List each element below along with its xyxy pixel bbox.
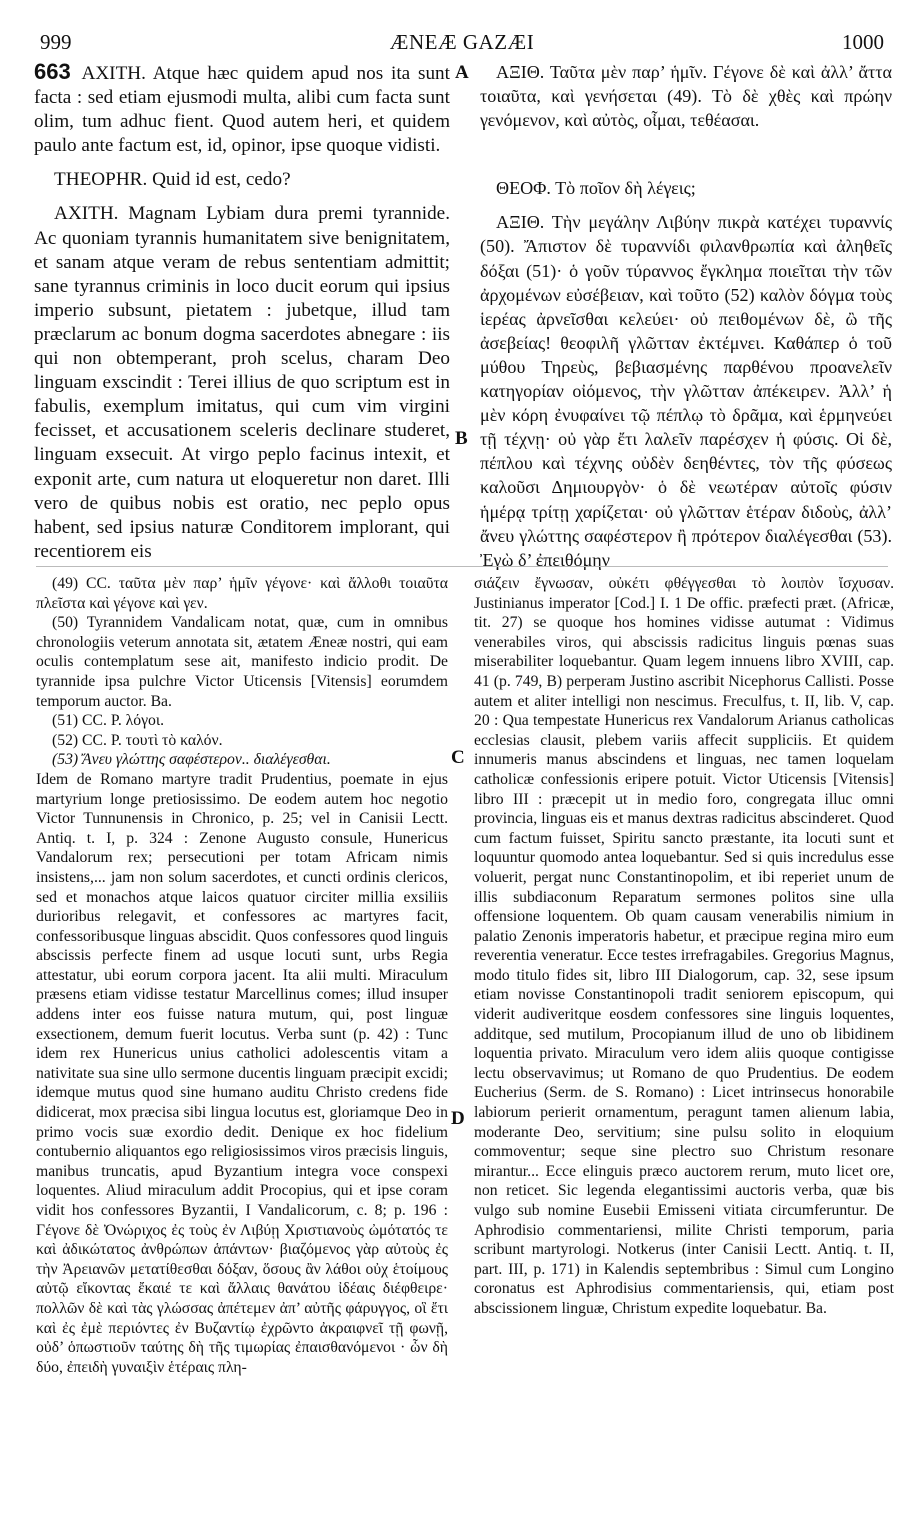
page-number-left: 999 [40,30,72,54]
notes-left-column [36,574,448,1377]
note-50: (50) Tyrannidem Vandalicam notat, quæ, cum in omnibus chronologiis veterum annotata sit, ætatem Æneæ nostri, qui eam oculis contemplatum sese ait, manifesto indicio prodit. De tyrannide ipsa pulchre Victor Uticensis [Vitensis] eorumdem temporum auctor. Ba. [36,614,448,710]
note-53-lemma: (53) Ἄνευ γλώττης σαφέστερον.. διαλέγεσθαι. [52,751,331,769]
note-53-body: Idem de Romano martyre tradit Prudentius, poemate in ejus martyrium longe pretiosissimo. De eodem autem hoc negotio Victor Tunnunensis in Chronico, p. 25; vel in Canisii Lectt. Antiq. t. I, p. 324 : Zenone Augusto consule, Hunericus Vandalorum rex; persecutioni per totam Africam nimis insistens,... jam non solum sacerdotes, et cuncti ordinis clericos, sed et monachos atque laicos quatuor circiter millia exsiliis durioribus relegavit, et confessores ac martyres facit, confessoribusque linguas abscidit. Quos confessores quod linguis abscissis perfecte finem ad usque locuti sunt, urbs Regia attestatur, ubi eorum corpora jacent. Ita alii multi. Miraculum præsens etiam vidisse testatur Marcellinus comes; illud insuper addens inter eos fuisse natura mutum, qui, post linguæ exsectionem, demum fuerit locutus. Verba sunt (p. 42) : Tunc idem rex Hunericus unius catholici adolescentis vitam a nativitate sua sine ullo sermone ducentis linguam præcipit excidi; idemque mutus quod sine humano auditu Christo credens fide didicerat, mox præcisa sibi lingua locutus est, gloriamque Deo in primo vocis suæ exordio dedit. Denique ex hoc fidelium contubernio aliquantos ego religiosissimos viros præcisis linguis, manibus truncatis, apud Byzantium integra voce conspexi loquentes. Aliud miraculum addit Procopius, qui et ipse coram vidit hos confessores Byzantii, I Vandalicorum, c. 8; p. 196 : Γέγονε δὲ Ὀνώριχος ἐς τοὺς ἐν Λιβύῃ Χριστιανοὺς ὠμότατός τε καὶ ἀδικώτατος ἀνθρώπων ἁπάντων· βιαζόμενος γὰρ αὐτοὺς ἐς τὴν Ἀρειανῶν μετατίθεσθαι δόξαν, ὅσους ἂν λάθοι οὐχ ἑτοίμους αὐτῷ εἴκοντας ἔκαιέ τε καὶ ἄλλαις θανάτου ἰδέαις διέφθειρε· πολλῶν δὲ καὶ τὰς γλώσσας ἀπέτεμεν ἀπ’ αὐτῆς φάρυγγος, οἳ ἔτι καὶ ἐς ἐμὲ περιόντες ἐν Βυζαντίῳ ἐχρῶντο ἀκραιφνεῖ τῇ φωνῇ, οὐδ’ ὁπωστιοῦν ταύτης δὴ τῆς τιμωρίας ἐπαισθανόμενοι · ὧν δὴ δύο, ἐπειδὴ γυναιξὶν ἑτέραις πλη- [36,770,448,1376]
greek-paragraph-3: ΑΞΙΘ. Τὴν μεγάλην Λιβύην πικρὰ κατέχει τυραννίς (50). Ἄπιστον δὲ τυραννίδι φιλανθρωπία καὶ ἀληθεῖς δόξαι (51)· ὁ γοῦν τύραννος ἔγκλημα ποιεῖται τὴν τῶν ἀρχομένων εὐσέβειαν, καὶ τοῦτο (52) καλὸν δόγμα τοὺς ἱερέας ἀρνεῖσθαι κελεύει· οὐ πειθομένων δὲ, ὢ τῆς ἀσεβείας! θεοφιλῆ γλῶτταν ἐκτέμνει. Καθάπερ ὁ τοῦ μύθου Τηρεὺς, βεβιασμένης παρθένου προανελεῖν κατηγορίαν οἰόμενος, τὴν γλῶτταν ἀπέκειρεν. Ἀλλ’ ἡ μὲν κόρη ἐνυφαίνει τῷ πέπλῳ τὸ δρᾶμα, καὶ ἑρμηνεύει τῇ τέχνῃ· οὐ γὰρ ἔτι λαλεῖν παρέσχεν ἡ φύσις. Οἱ δὲ, πέπλου καὶ τέχνης οὐδὲν δεηθέντες, τὸν τῆς φύσεως καλοῦσι Δημιουργὸν· ὁ δὲ νεωτέραν αὐτοῖς φύσιν ἡμέρᾳ τρίτῃ χαρίζεται· οὐ γλῶτταν ἑτέραν διδοὺς, ἀλλ’ ἄνευ γλώττης σαφέστερον ἢ πρότερον διαλέγεσθαι (53). Ἐγὼ δ’ ἐπειθόμην [480,212,892,570]
notes-right-column [474,574,894,1319]
greek-column [480,60,892,572]
note-53-heading [36,750,448,770]
note-52: (52) CC. P. τουτὶ τὸ καλόν. [52,731,223,749]
latin-paragraph-2: THEOPHR. Quid id est, cedo? [54,169,291,191]
margin-letter-c: C [451,747,465,768]
note-49: (49) CC. ταῦτα μὲν παρ’ ἡμῖν γέγονε· καὶ ἄλλοθι τοιαῦτα πλεῖστα καὶ γέγονε καὶ γεν. [36,575,448,612]
greek-paragraph-1: ΑΞΙΘ. Ταῦτα μὲν παρ’ ἡμῖν. Γέγονε δὲ καὶ ἀλλ’ ἄττα τοιαῦτα, καὶ γενήσεται (49). Τὸ δὲ χθὲς καὶ πρώην γενόμενον, καὶ αὐτὸς, οἶμαι, τεθέασαι. [480,62,892,131]
latin-paragraph-1-text: AXITH. Atque hæc quidem apud nos ita sunt facta : sed etiam ejusmodi multa, alibi cum facta sunt olim, tum adhuc fient. Quod autem heri, et quidem paulo ante factum est, id, opinor, ipse quoque vidisti. [34,63,450,157]
margin-letter-d: D [451,1108,465,1129]
margin-letter-a: A [455,62,469,83]
running-header [40,30,884,58]
section-number: 663 [34,59,71,84]
notes-divider [36,566,888,567]
page-number-right: 1000 [842,30,884,54]
greek-paragraph-2: ΘΕΟΦ. Τὸ ποῖον δὴ λέγεις; [496,178,696,199]
note-53-continuation: σιάζειν ἔγνωσαν, οὐκέτι φθέγγεσθαι τὸ λοιπὸν ἴσχυσαν. Justinianus imperator [Cod.] I. 1 De offic. præfecti præt. (Africæ, tit. 27) se quoque hos homines vidisse autumat : Vidimus venerabiles viros, qui abscissis radicitus linguis pœnas suas miserabiliter loquebantur. Quam legem innuens libro XVIII, cap. 41 (p. 749, B) perperam Justino ascribit Nicephorus Callisti. Posse autem et aliter intelligi non nescimus. Freculfus, t. II, lib. V, cap. 20 : Qua tempestate Hunericus rex Vandalorum Arianus catholicas ecclesias clausit, plebem variis affecit suppliciis. Et quidem innumeris manus abscindens et linguas, nec tamen loquelam catholicæ confessionis eripere potuit. Victor Uticensis [Vitensis] libro III : præcepit ut in medio foro, congregata illuc omni provincia, linguas eis et manus dextras radicitus abscinderet. Quod cum factum fuisset, Spiritu sancto præstante, ita locuti sunt et loquuntur quomodo antea loquebantur. Sed si quis incredulus esse voluerit, pergat nunc Constantinopolim, et ibi reperiet unum de illis subdiaconum Reparatum sermones politos sine ulla offensione loquentem. Ob quam causam venerabilis nimium in palatio Zenonis imperatoris habetur, et præcipue regina miro eum reverentia veneratur. Ecce testes irrefragabiles. Gregorius Magnus, modo titulo fides sit, libro III Dialogorum, cap. 32, sese ipsum etiam novisse Constantinopoli tradit seniorem episcopum, qui viderit audiveritque eosdem confessores sine linguis loquentes, additque, sed mutilum, Procopianum illud de uno ob libidinem loquentia privato. Miraculum vero idem aliis quoque contigisse lectu observavimus; ut Romano de quo Prudentius. De eodem Eucherius (Serm. de S. Romano) : Licet intrinsecus honorabile labiorum perierit ornamentum, peragunt tamen alienum labia, moderante Deo, servitium; sine pulsu solito in eloquium commoventur; seque sine plectro suo Christum resonare mirantur... Ecce elinguis præco auctorem rerum, muto licet ore, non reticet. Sic legenda elegantissimi auctoris verba, quæ bis vulgo sub nomine Eusebii Emisseni vitiata circumferuntur. De Aphrodisio commentariensi, milite Christi temporum, paria scribunt martyrologi. Notkerus (inter Canisii Lectt. Antiq. t. II, part. III, p. 171) in Kalendis septembribus : Simul cum Longino coronatus est Aphrodisius commentariensis, qui, etiam post abscissionem linguæ, Christum expedite loquebatur. Ba. [474,575,894,1317]
latin-column [34,60,450,564]
note-51: (51) CC. P. λόγοι. [52,712,165,730]
running-title: ÆNEÆ GAZÆI [389,30,535,54]
latin-paragraph-3: AXITH. Magnam Lybiam dura premi tyrannide. Ac quoniam tyrannis humanitatem sive benignitatem, et sanam atque veram de rebus sententiam admittit; sane tyrannus criminis in loco ducit eorum qui ipsius imperio subsunt, pietatem : jubetque, illud tam præclarum ac bonum dogma sacerdotes abnegare : iis qui non obtemperant, proh scelus, charam Deo linguam exscindit : Terei illius de quo scriptum est in fabulis, exemplum imitatus, qui cum vim virgini fecisset, et accusationem sceleris declinare studeret, linguam exsecuit. At virgo peplo facinus intexit, et exponit arte, cum natura ut eloqueretur non daret. Illi vero de quibus nobis est oratio, nec peplo opus habent, sed ipsius naturæ Conditorem implorant, qui recentiorem eis [34,203,450,562]
margin-letter-b: B [455,428,468,449]
latin-paragraph-1 [34,60,450,158]
